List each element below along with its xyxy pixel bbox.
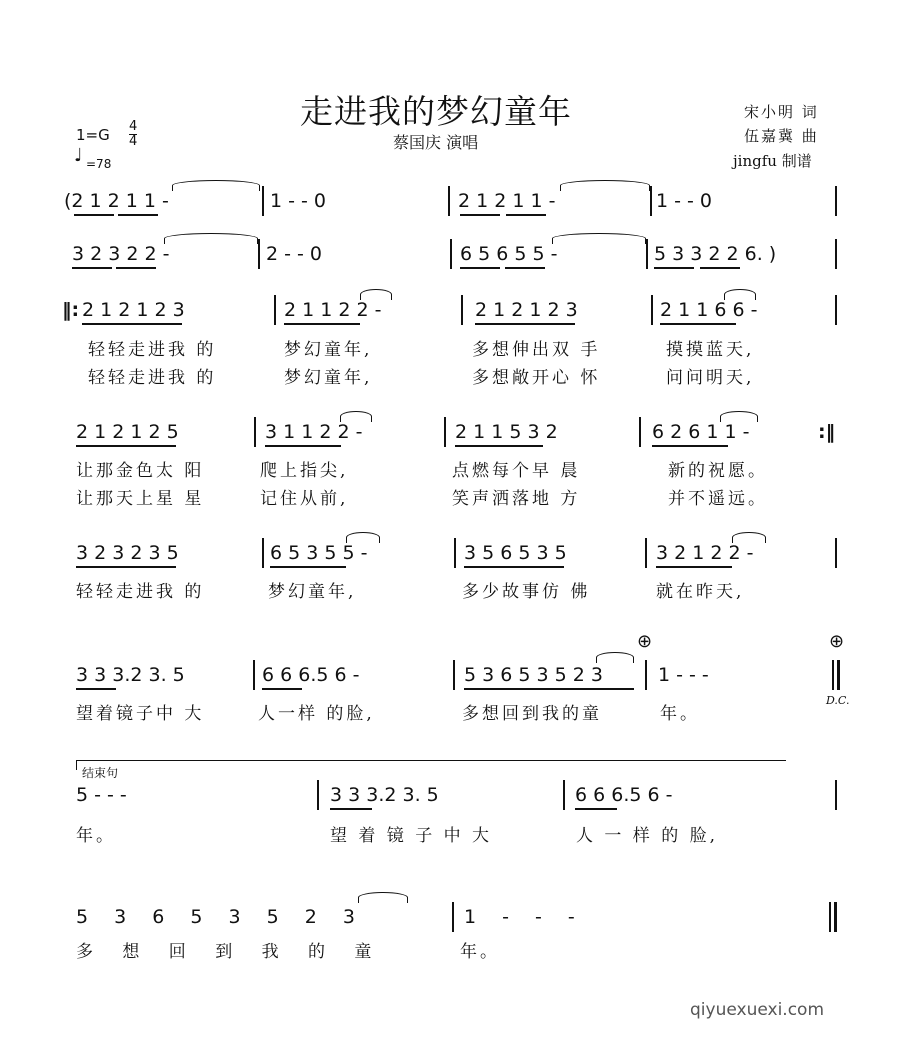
composer-credit: 伍嘉冀 曲 (744, 127, 819, 145)
score-row-chorus-2 (0, 664, 910, 704)
barline (646, 239, 648, 269)
tie (340, 411, 372, 422)
barline (262, 186, 264, 216)
tie (732, 532, 766, 543)
measure: 2 1 1 6 6 - (660, 299, 758, 321)
barline (835, 239, 837, 269)
barline (832, 660, 834, 690)
ending-bracket (76, 760, 786, 761)
measure: 6 6 6.5 6 - (575, 784, 673, 806)
barline (645, 538, 647, 568)
barline (452, 902, 454, 932)
underline (460, 267, 500, 269)
underline (656, 566, 732, 568)
underline (464, 566, 564, 568)
lyric: 轻轻走进我 的 (88, 340, 217, 360)
tie (596, 652, 634, 663)
tie (720, 411, 758, 422)
tie (560, 180, 650, 191)
measure: 2 1 2 1 1 - (458, 190, 556, 212)
tie (360, 289, 392, 300)
barline (835, 186, 837, 216)
watermark-text: qiyuexuexi.com (690, 1000, 824, 1020)
lyric: 年。 (460, 942, 500, 962)
measure: 1 - - 0 (270, 190, 327, 212)
measure: 1 - - - (658, 664, 709, 686)
barline (258, 239, 260, 269)
underline (455, 445, 543, 447)
lyric: 年。 (660, 704, 700, 724)
lyric: 多想敞开心 怀 (472, 368, 601, 388)
underline (76, 688, 116, 690)
final-barline (834, 902, 837, 932)
underline (464, 688, 634, 690)
lyric: 梦幻童年, (284, 340, 373, 360)
lyric: 望着镜子中 大 (76, 704, 205, 724)
score-row-intro-1 (0, 190, 910, 230)
measure: 3 2 3 2 3 5 (76, 542, 179, 564)
lyric: 年。 (76, 826, 116, 846)
lyric: 记住从前, (260, 489, 349, 509)
underline (72, 267, 112, 269)
lyric: 摸摸蓝天, (666, 340, 755, 360)
measure: 1 - - 0 (656, 190, 713, 212)
underline (262, 688, 302, 690)
underline (74, 214, 114, 216)
lyric: 多 想 回 到 我 的 童 (76, 942, 384, 962)
underline (270, 566, 346, 568)
measure: 2 1 1 5 3 2 (455, 421, 558, 443)
barline (253, 660, 255, 690)
lyric: 梦幻童年, (284, 368, 373, 388)
underline (460, 214, 500, 216)
arranger-credit: jingfu 制谱 (733, 152, 812, 170)
underline (652, 445, 728, 447)
measure: 3 2 1 2 2 - (656, 542, 754, 564)
lyric: 轻轻走进我 的 (76, 582, 205, 602)
lyric: 点燃每个早 晨 (452, 461, 581, 481)
tie (358, 892, 408, 903)
lyric: 让那金色太 阳 (76, 461, 205, 481)
score-row-verse-2 (0, 421, 910, 461)
measure: 2 1 2 1 2 3 (82, 299, 185, 321)
lyric: 人 一 样 的 脸, (576, 826, 719, 846)
measure: 3 3 3.2 3. 5 (330, 784, 439, 806)
time-signature (129, 120, 137, 149)
underline (575, 808, 617, 810)
measure: 2 - - 0 (266, 243, 323, 265)
underline (76, 445, 176, 447)
barline (317, 780, 319, 810)
lyric: 梦幻童年, (268, 582, 357, 602)
lyric: 人一样 的脸, (258, 704, 375, 724)
song-title: 走进我的梦幻童年 (300, 92, 572, 131)
measure: 6 5 6 5 5 - (460, 243, 558, 265)
underline (76, 566, 176, 568)
barline (453, 660, 455, 690)
measure: 2 1 1 2 2 - (284, 299, 382, 321)
singer-credit: 蔡国庆 演唱 (393, 133, 479, 152)
underline (700, 267, 740, 269)
tie (172, 180, 260, 191)
barline (650, 186, 652, 216)
measure: 3 5 6 5 3 5 (464, 542, 567, 564)
underline (654, 267, 694, 269)
lyric: 望 着 镜 子 中 大 (330, 826, 493, 846)
lyric: 多想伸出双 手 (472, 340, 601, 360)
measure: 6 2 6 1 1 - (652, 421, 750, 443)
underline (330, 808, 372, 810)
quarter-note-icon: ♩ (74, 145, 83, 166)
time-bottom: 4 (129, 134, 138, 149)
ending-bracket-tick (76, 760, 77, 770)
measure: 5 3 6 5 3 5 2 3 (76, 906, 365, 928)
measure: 5 3 6 5 3 5 2 3 (464, 664, 603, 686)
lyric: 就在昨天, (656, 582, 745, 602)
underline (660, 323, 736, 325)
underline (284, 323, 360, 325)
repeat-start-icon: ‖: (62, 299, 80, 321)
coda-icon: ⊕ (829, 631, 845, 652)
barline (461, 295, 463, 325)
barline (835, 538, 837, 568)
measure: 3 3 3.2 3. 5 (76, 664, 185, 686)
measure: 6 5 3 5 5 - (270, 542, 368, 564)
barline (835, 780, 837, 810)
barline (444, 417, 446, 447)
score-row-ending-2 (0, 906, 910, 946)
underline (265, 445, 341, 447)
barline (454, 538, 456, 568)
underline (82, 323, 182, 325)
measure: 5 3 3 2 2 6. ) (654, 243, 777, 265)
barline (450, 239, 452, 269)
barline (829, 902, 831, 932)
ending-label: 结束句 (82, 766, 119, 780)
lyric: 笑声洒落地 方 (452, 489, 581, 509)
lyric: 并不遥远。 (668, 489, 768, 509)
barline (274, 295, 276, 325)
lyricist-credit: 宋小明 词 (744, 103, 819, 121)
underline (505, 267, 545, 269)
barline (639, 417, 641, 447)
measure: (2 1 2 1 1 - (64, 190, 169, 212)
score-row-verse-1 (0, 299, 910, 339)
measure: 1 - - - (464, 906, 585, 928)
barline (835, 295, 837, 325)
lyric: 问问明天, (666, 368, 755, 388)
barline (651, 295, 653, 325)
measure: 3 1 1 2 2 - (265, 421, 363, 443)
lyric: 爬上指尖, (260, 461, 349, 481)
barline (645, 660, 647, 690)
measure: 5 - - - (76, 784, 127, 806)
score-row-chorus-1 (0, 542, 910, 582)
measure: 3 2 3 2 2 - (72, 243, 170, 265)
lyric: 让那天上星 星 (76, 489, 205, 509)
underline (475, 323, 575, 325)
final-barline (837, 660, 840, 690)
coda-icon: ⊕ (637, 631, 653, 652)
barline (254, 417, 256, 447)
measure: 6 6 6.5 6 - (262, 664, 360, 686)
tempo-marking: =78 (86, 157, 112, 171)
time-top: 4 (129, 119, 138, 134)
underline (506, 214, 546, 216)
da-capo-mark: D.C. (826, 694, 850, 707)
lyric: 轻轻走进我 的 (88, 368, 217, 388)
lyric: 多少故事仿 佛 (462, 582, 591, 602)
tie (164, 233, 258, 244)
tie (724, 289, 756, 300)
score-row-ending-1 (0, 784, 910, 824)
tie (552, 233, 646, 244)
tie (346, 532, 380, 543)
key-signature: 1=G (76, 126, 110, 144)
lyric: 新的祝愿。 (668, 461, 768, 481)
score-row-intro-2 (0, 243, 910, 283)
underline (116, 267, 156, 269)
measure: 2 1 2 1 2 5 (76, 421, 179, 443)
barline (448, 186, 450, 216)
measure: 2 1 2 1 2 3 (475, 299, 578, 321)
barline (262, 538, 264, 568)
lyric: 多想回到我的童 (462, 704, 602, 724)
repeat-end-icon: :‖ (818, 421, 836, 443)
barline (563, 780, 565, 810)
underline (118, 214, 158, 216)
